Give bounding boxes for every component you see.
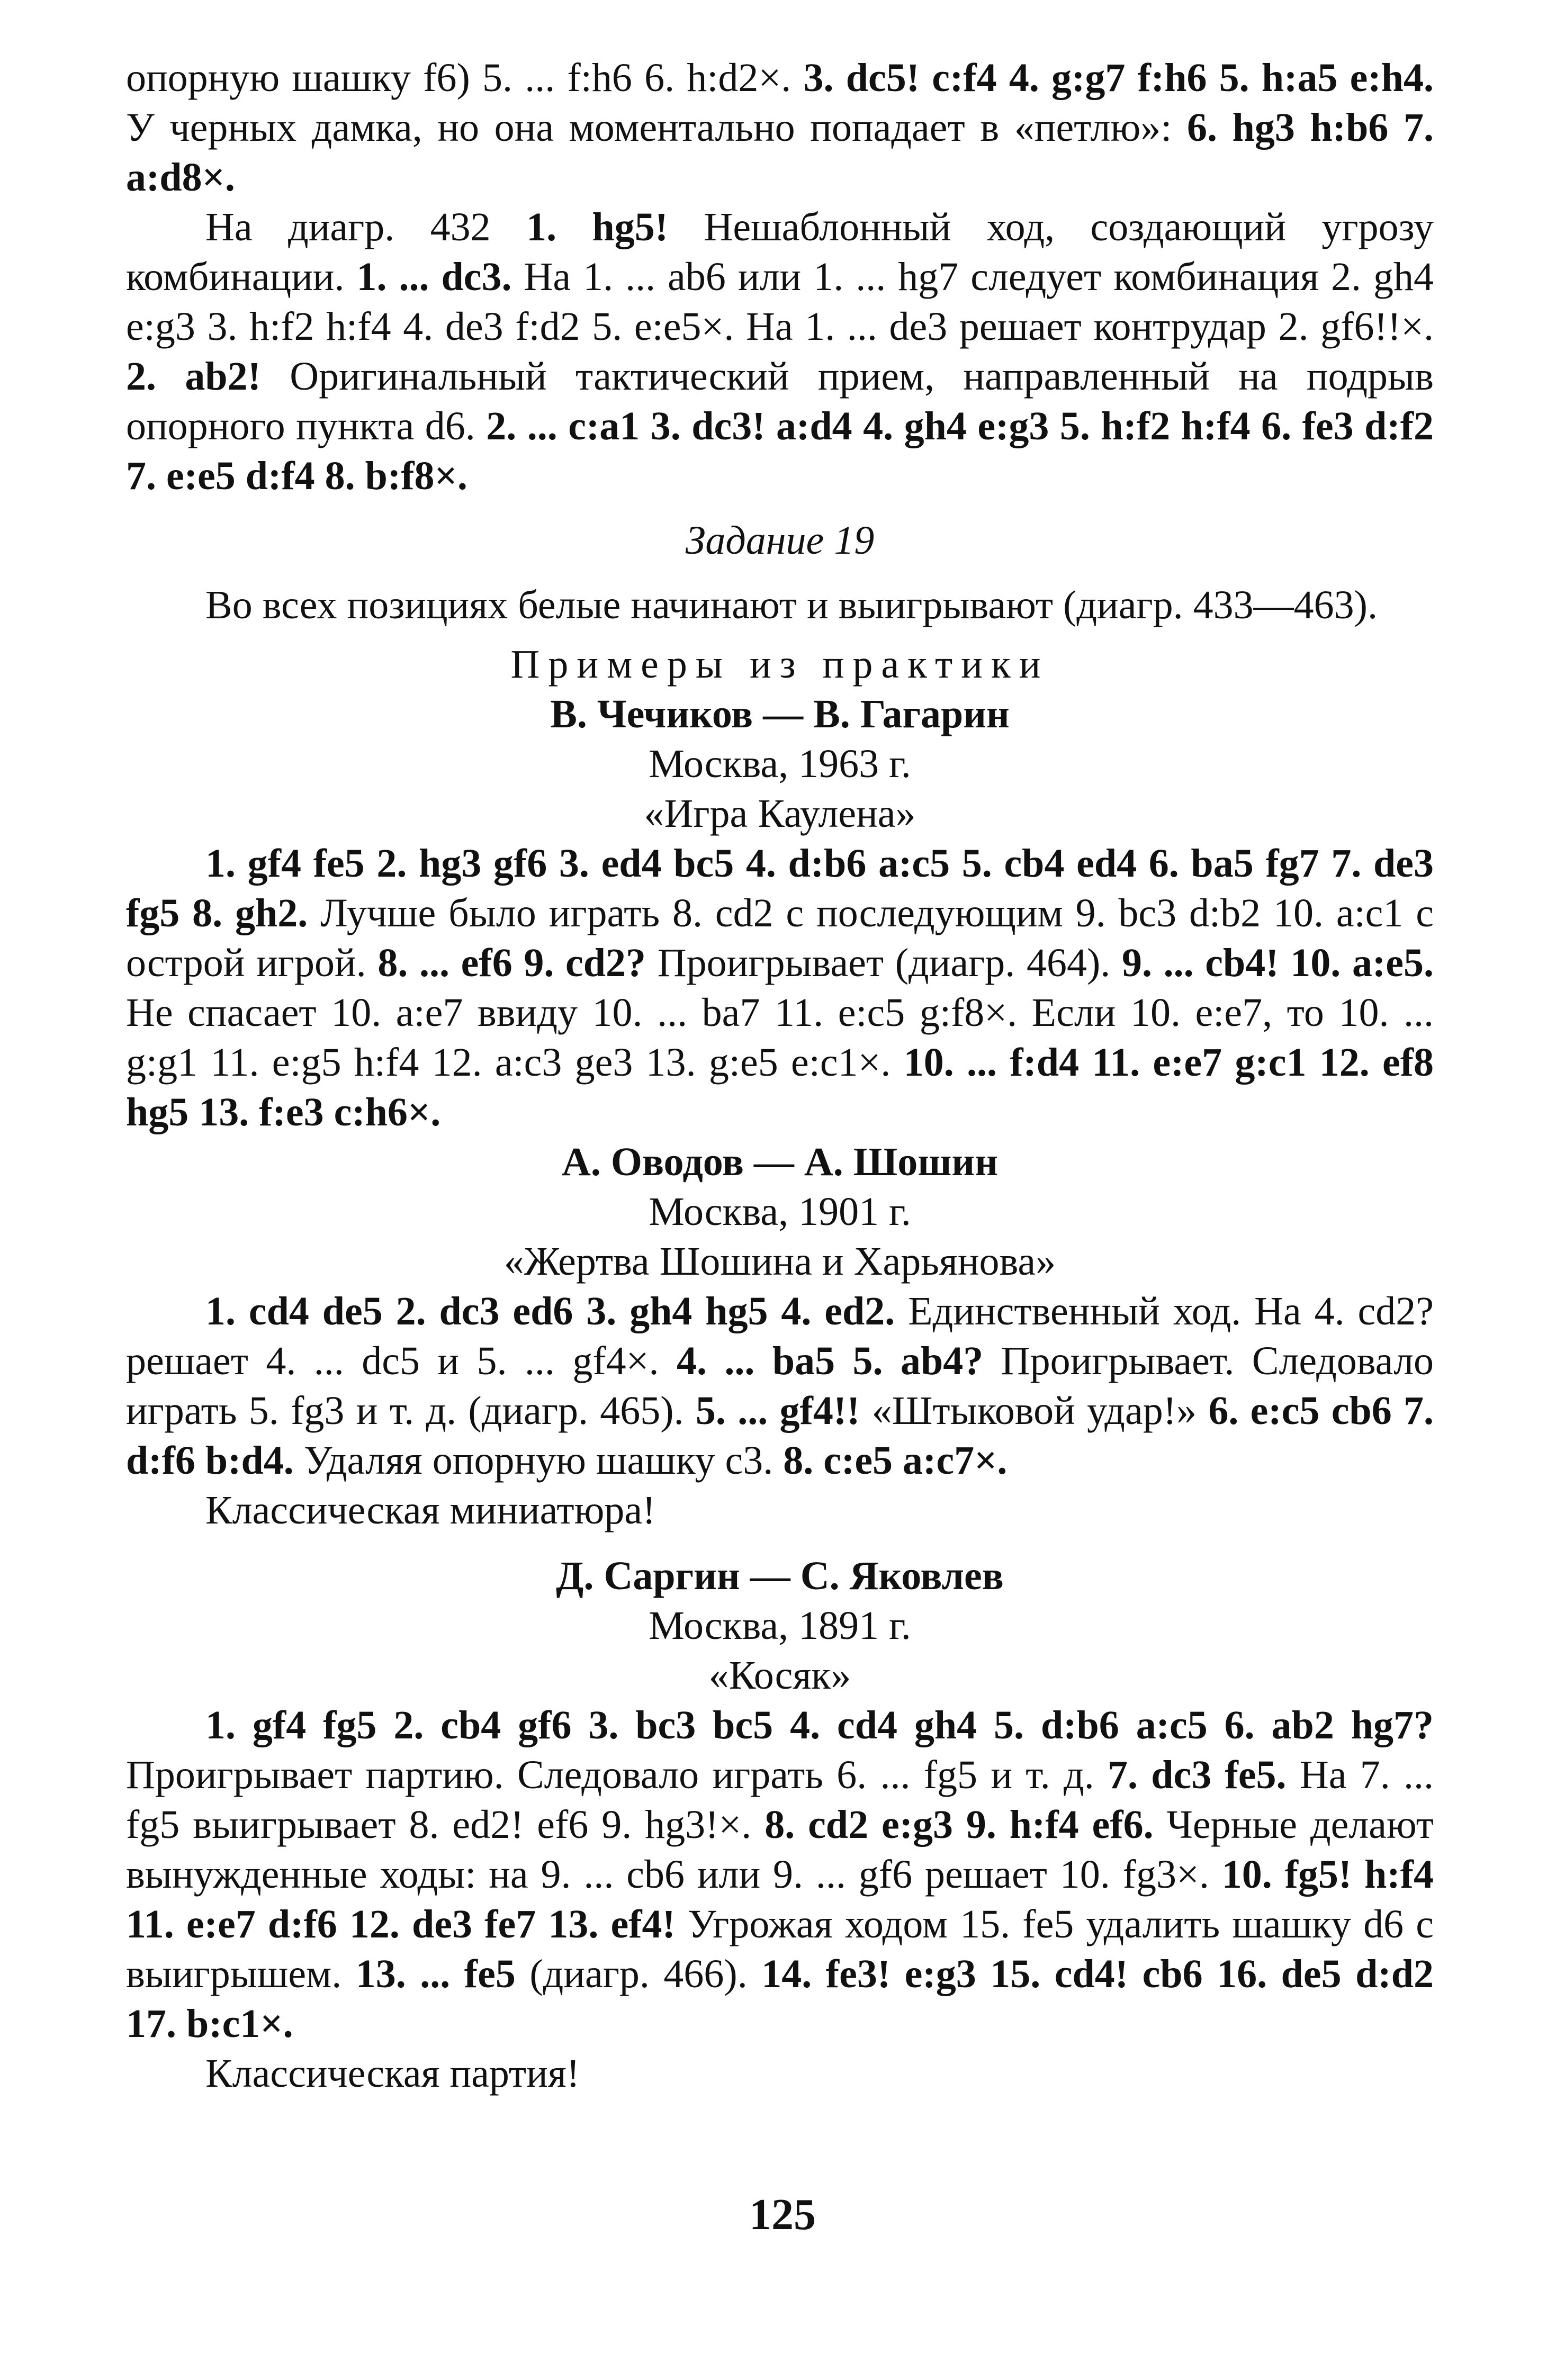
- task-title: Задание 19: [685, 518, 875, 563]
- move-notation: 8. c:e5 a:c7×.: [783, 1438, 1008, 1483]
- move-notation: 1. hg5!: [526, 205, 669, 249]
- game-opening: «Косяк»: [708, 1653, 851, 1698]
- commentary-text: Классическая партия!: [205, 2051, 580, 2096]
- game-players: В. Чечиков — В. Гагарин: [550, 692, 1010, 736]
- move-notation: 8. ... ef6 9. cd2?: [377, 941, 646, 985]
- move-notation: 2. ... c:a1 3. dc3! a:d4 4. gh4 e:g3 5. h:f2 h:f4 6. fe3 d:f2 7. e:e5 d:f4 8. b:f8×.: [126, 404, 1434, 498]
- move-notation: 4. ... ba5 5. ab4?: [676, 1339, 984, 1383]
- commentary-text: «Штыковой удар!»: [860, 1389, 1209, 1433]
- game-block: [126, 1137, 1434, 1535]
- game-opening: «Игра Каулена»: [644, 791, 916, 836]
- intro-paragraph-2: [126, 202, 1434, 501]
- commentary-text: Угрожая ходом 15. fe5 удалить шашку d6 с выигрышем.: [126, 1902, 1434, 1996]
- move-notation: 10. fg5! h:f4 11. e:e7 d:f6 12. de3 fe7 13. ef4!: [126, 1852, 1434, 1946]
- game-comment: [126, 2049, 1434, 2098]
- move-notation: 9. ... cb4! 10. a:e5.: [1121, 941, 1434, 985]
- game-comment: [126, 1485, 1434, 1535]
- game-players: А. Оводов — А. Шошин: [561, 1140, 998, 1184]
- game-block: [126, 1551, 1434, 2098]
- commentary-text: Черные делают вынужденные ходы: на 9. ... cb6 или 9. ... gf6 решает 10. fg3×.: [126, 1802, 1434, 1897]
- move-notation: 6. hg3 h:b6 7. a:d8×.: [126, 105, 1434, 200]
- commentary-text: Проигрывает (диагр. 464).: [646, 941, 1122, 985]
- commentary-text: Не спасает 10. a:e7 ввиду 10. ... ba7 11. e:c5 g:f8×. Если 10. e:e7, то 10. ... g:g1 11. e:g5 h:f4 12. a:c3 ge3 13. g:e5 e:c1×.: [126, 990, 1434, 1085]
- commentary-text: Классическая миниатюра!: [205, 1488, 656, 1532]
- intro-paragraph-1: [126, 53, 1434, 202]
- practice-title: Примеры из практики: [510, 642, 1049, 687]
- commentary-text: Проигрывает партию. Следовало играть 6. ... fg5 и т. д.: [126, 1753, 1108, 1797]
- commentary-text: Лучше было играть 8. cd2 с последующим 9. bc3 d:b2 10. a:c1 с острой игрой.: [126, 891, 1434, 985]
- game-players: Д. Саргин — С. Яковлев: [556, 1554, 1004, 1598]
- commentary-text: Оригинальный тактический прием, направленный на подрыв опорного пункта d6.: [126, 354, 1434, 448]
- move-notation: 5. ... gf4!!: [695, 1389, 860, 1433]
- commentary-text: Единственный ход. На 4. cd2? решает 4. ... dc5 и 5. ... gf4×.: [126, 1289, 1434, 1383]
- commentary-text: Нешаблонный ход, создающий угрозу комбинации.: [126, 205, 1434, 299]
- move-notation: 3. dc5! c:f4 4. g:g7 f:h6 5. h:a5 e:h4.: [803, 56, 1434, 100]
- move-notation: 1. gf4 fe5 2. hg3 gf6 3. ed4 bc5 4. d:b6 a:c5 5. cb4 ed4 6. ba5 fg7 7. de3 fg5 8. gh2.: [126, 841, 1434, 935]
- commentary-text: Удаляя опорную шашку c3.: [293, 1438, 784, 1483]
- move-notation: 1. ... dc3.: [356, 255, 512, 299]
- move-notation: 8. cd2 e:g3 9. h:f4 ef6.: [764, 1802, 1154, 1847]
- commentary-text: На диагр. 432: [205, 205, 527, 249]
- game-place-year: Москва, 1891 г.: [649, 1603, 911, 1648]
- commentary-text: На 1. ... ab6 или 1. ... hg7 следует комбинация 2. gh4 e:g3 3. h:f2 h:f4 4. de3 f:d2 5. e:e5×. На 1. ... de3 решает контрудар 2. gf6!!×.: [126, 255, 1434, 349]
- move-notation: 1. gf4 fg5 2. cb4 gf6 3. bc3 bc5 4. cd4 gh4 5. d:b6 a:c5 6. ab2 hg7?: [205, 1703, 1434, 1747]
- move-notation: 7. dc3 fe5.: [1107, 1753, 1287, 1797]
- move-notation: 14. fe3! e:g3 15. cd4! cb6 16. de5 d:d2 17. b:c1×.: [126, 1952, 1434, 2046]
- commentary-text: На 7. ... fg5 выигрывает 8. ed2! ef6 9. hg3!×.: [126, 1753, 1434, 1847]
- move-notation: 13. ... fe5: [355, 1952, 516, 1996]
- commentary-text: У черных дамка, но она моментально попадает в «петлю»:: [126, 105, 1187, 150]
- move-notation: 6. e:c5 cb6 7. d:f6 b:d4.: [126, 1389, 1434, 1483]
- game-moves: [126, 1700, 1434, 2049]
- move-notation: 2. ab2!: [126, 354, 261, 399]
- page-content: [126, 53, 1434, 2098]
- page-number: 125: [749, 2190, 816, 2239]
- game-place-year: Москва, 1901 г.: [649, 1189, 911, 1234]
- commentary-text: (диагр. 466).: [515, 1952, 762, 1996]
- game-opening: «Жертва Шошина и Харьянова»: [503, 1239, 1056, 1284]
- move-notation: 1. cd4 de5 2. dc3 ed6 3. gh4 hg5 4. ed2.: [205, 1289, 895, 1333]
- commentary-text: Проигрывает. Следовало играть 5. fg3 и т. д. (диагр. 465).: [126, 1339, 1434, 1433]
- task-text: Во всех позициях белые начинают и выигрывают (диагр. 433—463).: [205, 583, 1378, 627]
- move-notation: 10. ... f:d4 11. e:e7 g:c1 12. ef8 hg5 13. f:e3 c:h6×.: [126, 1040, 1434, 1134]
- game-place-year: Москва, 1963 г.: [649, 742, 911, 786]
- game-block: [126, 689, 1434, 1137]
- commentary-text: опорную шашку f6) 5. ... f:h6 6. h:d2×.: [126, 56, 804, 100]
- game-moves: [126, 1286, 1434, 1485]
- game-moves: [126, 839, 1434, 1137]
